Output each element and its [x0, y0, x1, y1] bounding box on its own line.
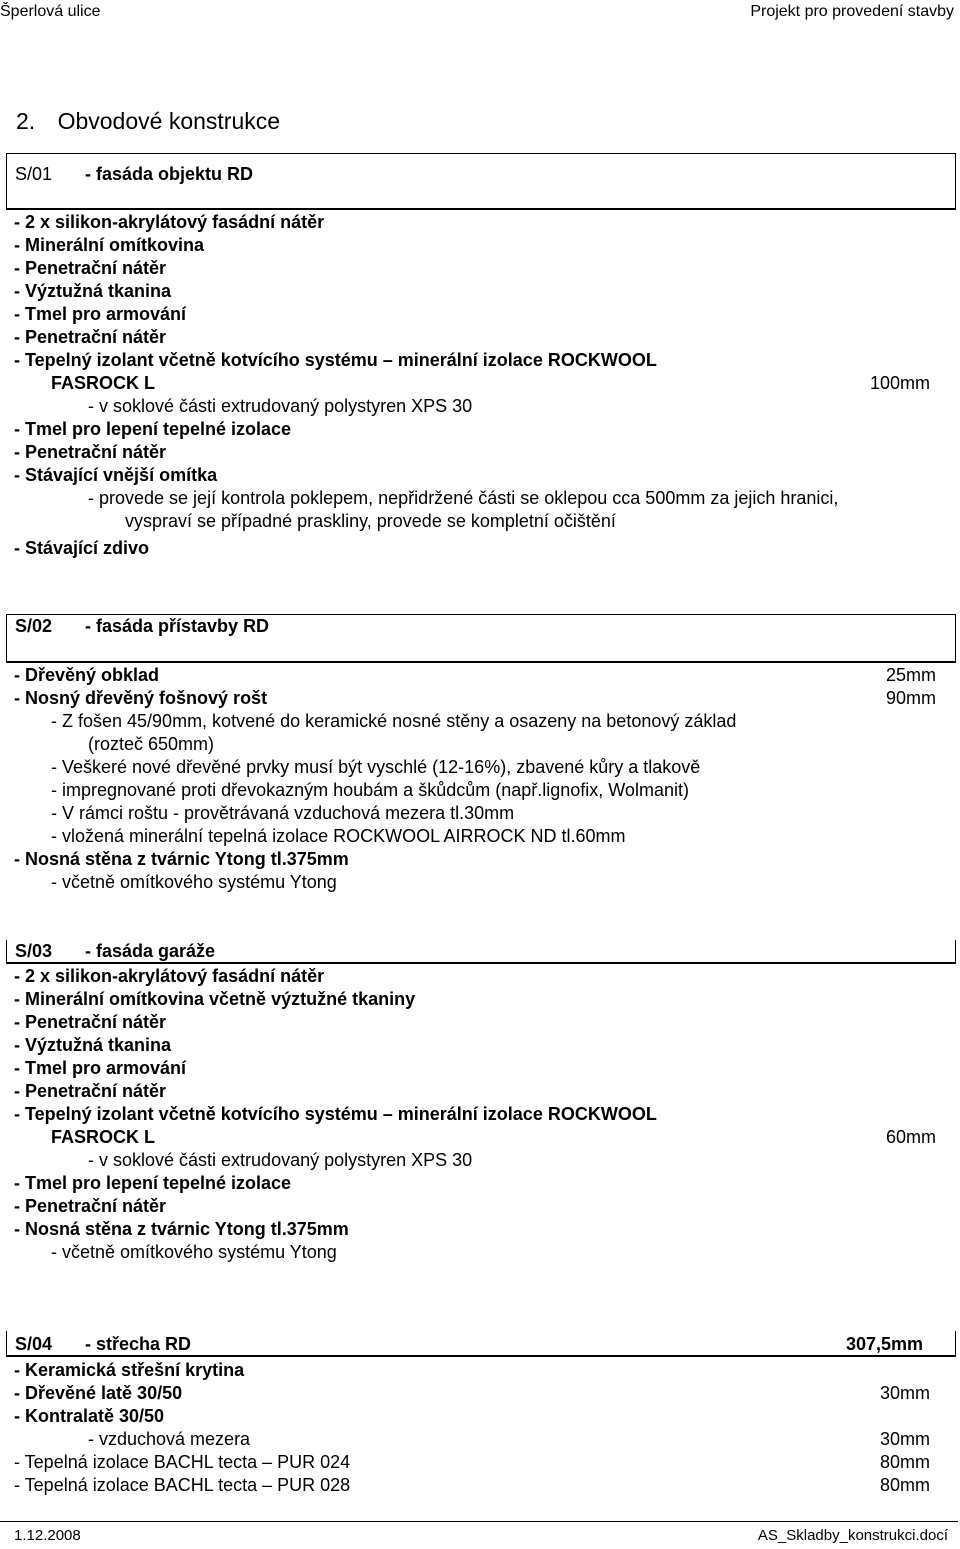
s02-layer: - Nosný dřevěný fošnový rošt — [14, 688, 268, 708]
s04-layer: - Dřevěné latě 30/50 — [14, 1383, 183, 1403]
footer-rule — [0, 1521, 958, 1522]
s02-layer: - Nosná stěna z tvárnic Ytong tl.375mm — [14, 849, 349, 869]
s01-layer: - Penetrační nátěr — [14, 327, 167, 347]
s02-sublayer: - Veškeré nové dřevěné prvky musí být vyschlé (12-16%), zbavené kůry a tlakově — [51, 757, 701, 777]
s03-layer: - Penetrační nátěr — [14, 1196, 167, 1216]
header-right: Projekt pro provedení stavby — [750, 3, 954, 20]
s03-thickness: 60mm — [885, 1127, 936, 1147]
s01-layer: - 2 x silikon-akrylátový fasádní nátěr — [14, 212, 325, 232]
s04-total: 307,5mm — [845, 1334, 923, 1354]
s02-header-box — [6, 614, 956, 663]
s02-sublayer: (rozteč 650mm) — [88, 734, 215, 754]
s03-layer: - Nosná stěna z tvárnic Ytong tl.375mm — [14, 1219, 349, 1239]
s03-layer: - Minerální omítkovina včetně výztužné tkaniny — [14, 989, 416, 1009]
header-left: Šperlová ulice — [0, 3, 101, 20]
s03-layer: - Tmel pro armování — [14, 1058, 187, 1078]
s02-title: - fasáda přístavby RD — [85, 616, 270, 636]
s01-layer: - Tmel pro armování — [14, 304, 187, 324]
s03-layer: - Penetrační nátěr — [14, 1081, 167, 1101]
s01-layer: - Stávající zdivo — [14, 538, 150, 558]
s01-layer: FASROCK L — [51, 373, 156, 393]
s03-title: - fasáda garáže — [85, 941, 216, 961]
s01-header-box — [6, 153, 956, 210]
s02-layer: - Dřevěný obklad — [14, 665, 160, 685]
s01-layer: - Tepelný izolant včetně kotvícího systému – minerální izolace ROCKWOOL — [14, 350, 657, 370]
s03-code: S/03 — [15, 941, 53, 961]
s02-code: S/02 — [15, 616, 53, 636]
s03-layer: - Penetrační nátěr — [14, 1012, 167, 1032]
s01-layer: - Tmel pro lepení tepelné izolace — [14, 419, 292, 439]
s04-code: S/04 — [15, 1334, 53, 1354]
s01-sublayer: - v soklové části extrudovaný polystyren XPS 30 — [88, 396, 473, 416]
s02-sublayer: - Z fošen 45/90mm, kotvené do keramické nosné stěny a osazeny na betonový základ — [51, 711, 737, 731]
s03-layer: - Tepelný izolant včetně kotvícího systému – minerální izolace ROCKWOOL — [14, 1104, 657, 1124]
s04-layer: - Keramická střešní krytina — [14, 1360, 245, 1380]
section-title: Obvodové konstrukce — [57, 108, 281, 134]
s02-sublayer: - vložená minerální tepelná izolace ROCKWOOL AIRROCK ND tl.60mm — [51, 826, 626, 846]
s02-sublayer: - impregnované proti dřevokazným houbám a škůdcům (např.lignofix, Wolmanit) — [51, 780, 689, 800]
s03-layer: - 2 x silikon-akrylátový fasádní nátěr — [14, 966, 325, 986]
s04-layer: - Kontralatě 30/50 — [14, 1406, 165, 1426]
s01-layer: - Minerální omítkovina — [14, 235, 205, 255]
s03-layer: - Výztužná tkanina — [14, 1035, 172, 1055]
s03-layer: - Tmel pro lepení tepelné izolace — [14, 1173, 292, 1193]
s01-code: S/01 — [15, 164, 53, 184]
footer-date: 1.12.2008 — [14, 1527, 81, 1544]
s01-sublayer: - provede se její kontrola poklepem, nepřidržené části se oklepou cca 500mm za jejich hranici, — [88, 488, 839, 508]
s02-value: 25mm — [885, 665, 936, 685]
s01-title: - fasáda objektu RD — [85, 164, 254, 184]
s04-title: - střecha RD — [85, 1334, 192, 1354]
s01-layer: - Výztužná tkanina — [14, 281, 172, 301]
s04-value: 80mm — [879, 1475, 930, 1495]
s04-value: 80mm — [879, 1452, 930, 1472]
s04-value: 30mm — [879, 1429, 930, 1449]
section-number: 2. — [16, 108, 36, 134]
s01-thickness: 100mm — [869, 373, 930, 393]
s01-layer: - Penetrační nátěr — [14, 442, 167, 462]
footer-filename: AS_Skladby_konstrukci.docí — [757, 1527, 948, 1544]
s01-sublayer: vyspraví se případné praskliny, provede se kompletní očištění — [125, 511, 616, 531]
s04-layer: - Tepelná izolace BACHL tecta – PUR 028 — [14, 1475, 351, 1495]
s04-header-box — [6, 1331, 956, 1357]
s03-sublayer: - v soklové části extrudovaný polystyren XPS 30 — [88, 1150, 473, 1170]
s01-layer: - Penetrační nátěr — [14, 258, 167, 278]
section-heading — [16, 108, 280, 134]
s03-sublayer: - včetně omítkového systému Ytong — [51, 1242, 337, 1262]
s02-sublayer: - V rámci roštu - provětrávaná vzduchová mezera tl.30mm — [51, 803, 515, 823]
s02-value: 90mm — [885, 688, 936, 708]
s02-sublayer: - včetně omítkového systému Ytong — [51, 872, 337, 892]
s03-header-box — [6, 940, 956, 964]
s04-layer: - Tepelná izolace BACHL tecta – PUR 024 — [14, 1452, 351, 1472]
s04-sublayer: - vzduchová mezera — [88, 1429, 251, 1449]
s03-layer: FASROCK L — [51, 1127, 156, 1147]
s04-value: 30mm — [879, 1383, 930, 1403]
s01-layer: - Stávající vnější omítka — [14, 465, 218, 485]
